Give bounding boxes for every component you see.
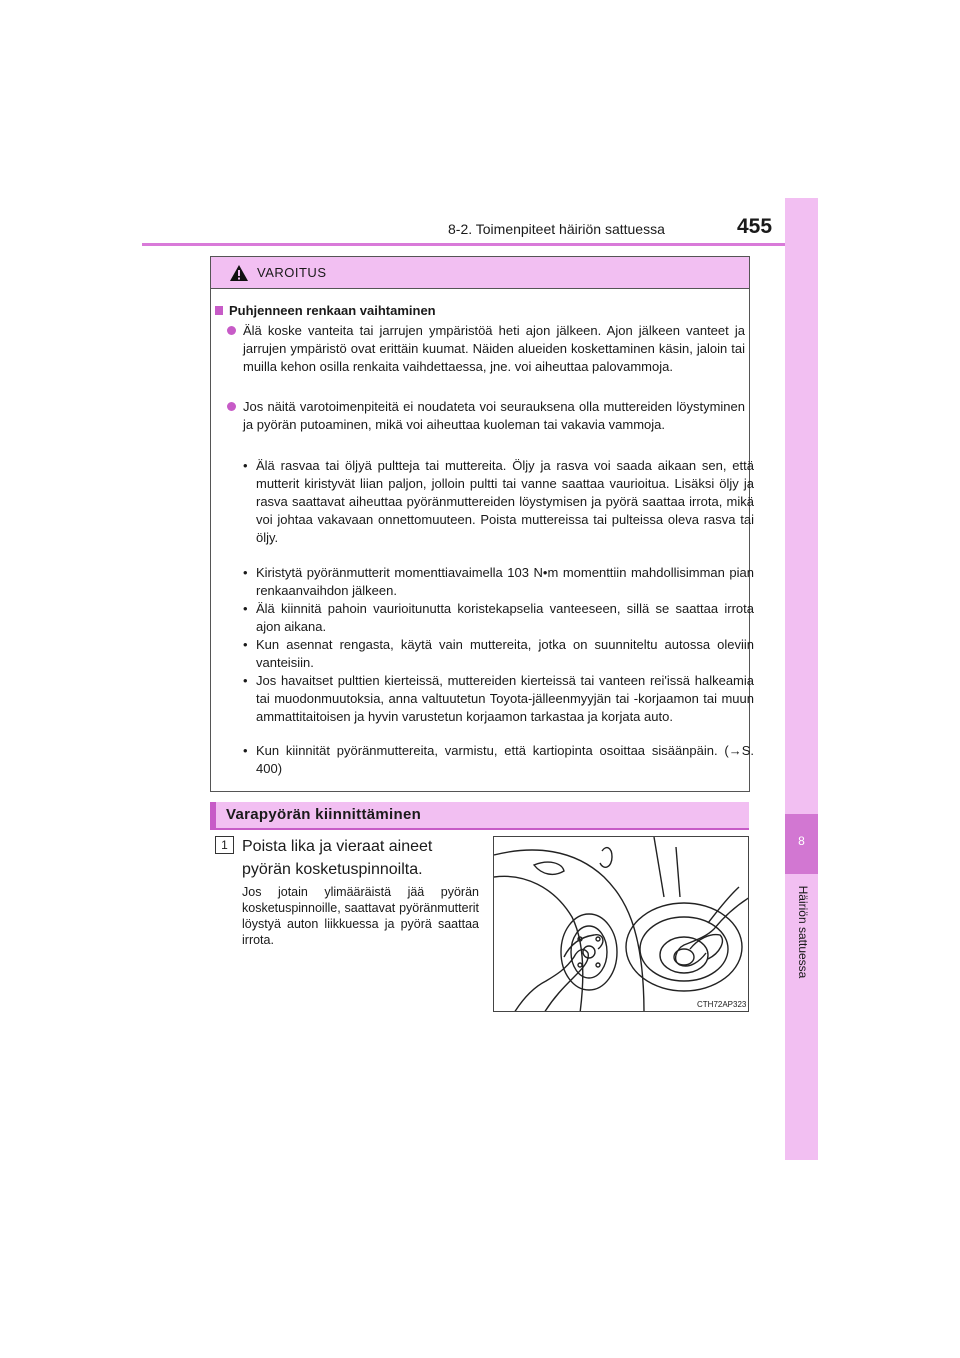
warning-point: Älä koske vanteita tai jarrujen ympäristöä heti ajon jälkeen. Ajon jälkeen vanteet ja jarrujen ympäristö ovat erittäin kuumat. Näiden alueiden koskettaminen käsin, jaloin tai muilla kehon osilla renkaita vaihdettaessa, jne. voi aiheuttaa palovammoja. <box>227 322 745 376</box>
warning-bullet: • Kun kiinnität pyöränmuttereita, varmistu, että kartiopinta osoittaa sisäänpäin. (→S. 400) <box>243 743 754 776</box>
warning-bullet: • Kiristytä pyöränmutterit momenttiavaimella 103 N•m momenttiin mahdollisimman pian renkaanvaihdon jälkeen. <box>243 565 754 598</box>
step-note: Jos jotain ylimääräistä jää pyörän kosketuspinnoille, saattavat pyöränmutterit löystyä auton liikkuessa ja pyörä saattaa irrota. <box>242 885 479 947</box>
warning-bullet: • Älä kiinnitä pahoin vaurioitunutta koristekapselia vanteeseen, sillä se saattaa irrota ajon aikana. <box>243 601 754 634</box>
section-title: Varapyörän kiinnittäminen <box>226 806 422 823</box>
wheel-cleaning-drawing <box>494 837 749 1012</box>
step-instruction: Poista lika ja vieraat aineet pyörän kosketuspinnoilta. <box>242 838 433 878</box>
circle-bullet-icon <box>227 326 236 335</box>
wheel-cleaning-illustration <box>493 836 749 1012</box>
warning-bullet: • Kun asennat rengasta, käytä vain muttereita, jotka on suunniteltu autossa oleviin vanteisiin. <box>243 637 754 670</box>
warning-bullet: • Älä rasvaa tai öljyä pultteja tai muttereita. Öljy ja rasva voi saada aikaan sen, että mutterit kiristyvät liian paljon, jolloin pultti tai vanne saattaa vaurioitua. Lisäksi öljy ja rasva saattavat aiheuttaa pyöränmuttereiden löystymisen ja pyörä saattaa irrota, mikä voi johtaa vakavaan onnettomuuteen. Poista muttereissa tai pulteissa oleva rasva tai öljy. <box>243 458 754 545</box>
section-title-bar <box>210 802 749 828</box>
warning-bullet: • Jos havaitset pulttien kierteissä, muttereiden kierteissä tai vanteen rei'issä halkeamia tai muodonmuutoksia, anna valtuutetun Toyota-jälleenmyyjän tai -korjaamon tai muun ammattitaitoisen ja hyvin varustetun korjaamon tarkastaa ja korjata auto. <box>243 673 754 724</box>
warning-box <box>210 256 754 792</box>
circle-bullet-icon <box>227 402 236 411</box>
warning-point: Jos näitä varotoimenpiteitä ei noudateta voi seurauksena olla muttereiden löystyminen ja pyörän putoaminen, mikä voi aiheuttaa kuoleman tai vakavia vammoja. <box>227 398 745 434</box>
chapter-number: 8 <box>798 834 805 848</box>
warning-subtitle: Puhjenneen renkaan vaihtaminen <box>215 303 436 318</box>
warning-triangle-icon <box>229 264 249 282</box>
chapter-title: Häiriön sattuessa <box>796 885 810 979</box>
warning-header <box>211 257 749 289</box>
section-heading: 8-2. Toimenpiteet häiriön sattuessa <box>448 221 665 237</box>
step-number: 1 <box>215 836 234 854</box>
page-number: 455 <box>737 215 773 238</box>
section-rule <box>210 828 749 830</box>
header-rule <box>142 243 818 246</box>
warning-label: VAROITUS <box>257 265 327 280</box>
square-bullet-icon <box>215 306 223 315</box>
illustration-code: CTH72AP323 <box>697 1000 747 1009</box>
chapter-tab <box>785 198 818 1160</box>
